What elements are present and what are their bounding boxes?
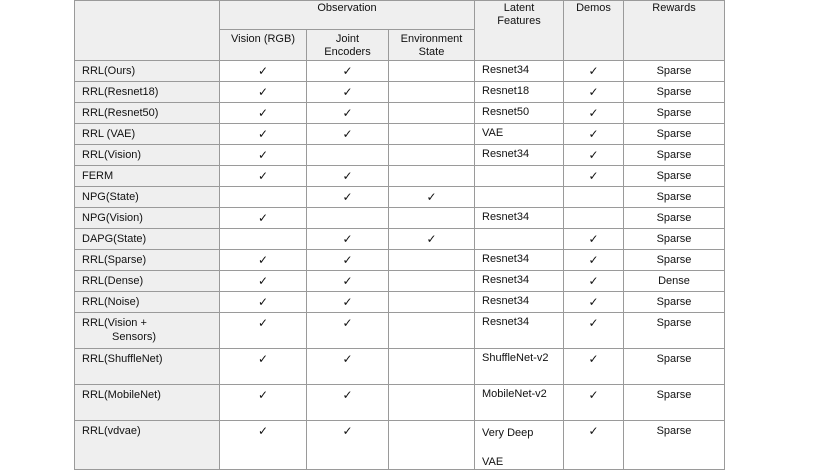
rewards-cell [624, 208, 725, 229]
check-mark-icon: ✓ [342, 85, 353, 99]
env-cell [389, 271, 475, 292]
latent-features-text: Resnet34 [482, 211, 530, 223]
env-cell [389, 187, 475, 208]
latent-features-text: ShuffleNet-v2 [482, 352, 549, 364]
check-mark-icon: ✓ [588, 64, 599, 78]
check-mark-icon: ✓ [342, 316, 353, 330]
header-env-line2: State [418, 46, 445, 58]
header-latent-line2: Features [497, 15, 541, 27]
demos-cell [564, 82, 624, 103]
latent-features-text: Resnet34 [482, 316, 530, 328]
table-body [75, 61, 725, 470]
table-row [75, 82, 725, 103]
method-name-cell [75, 271, 220, 292]
check-mark-icon: ✓ [257, 148, 269, 162]
method-name-line2: Sensors) [112, 331, 157, 343]
method-name-cell [75, 313, 220, 349]
rewards-text: Sparse [656, 170, 692, 182]
demos-cell [564, 421, 624, 470]
header-vision-rgb: Vision (RGB) [220, 30, 307, 61]
latent-line2: VAE [482, 456, 504, 468]
table-row [75, 166, 725, 187]
rewards-text: Sparse [656, 128, 692, 140]
rewards-text: Sparse [656, 296, 692, 308]
header-observation: Observation [220, 1, 475, 30]
joint-cell [307, 166, 389, 187]
method-name-cell [75, 385, 220, 421]
check-mark-icon: ✓ [342, 295, 353, 309]
check-mark-icon: ✓ [588, 232, 599, 246]
rewards-text: Sparse [656, 353, 692, 365]
joint-cell [307, 61, 389, 82]
latent-features-cell [475, 421, 564, 470]
method-name: RRL(ShuffleNet) [82, 353, 163, 365]
demos-cell [564, 103, 624, 124]
joint-cell [307, 82, 389, 103]
method-name: RRL(Vision) [82, 149, 142, 161]
header-joint-line2: Encoders [324, 46, 371, 58]
check-mark-icon: ✓ [342, 169, 353, 183]
latent-features-cell [475, 145, 564, 166]
latent-features-cell [475, 208, 564, 229]
joint-cell [307, 385, 389, 421]
latent-features-cell [475, 250, 564, 271]
method-name-cell [75, 124, 220, 145]
latent-features-text: Resnet34 [482, 274, 530, 286]
demos-cell [564, 250, 624, 271]
vision-cell [220, 145, 307, 166]
method-name: NPG(State) [82, 191, 139, 203]
check-mark-icon: ✓ [342, 64, 353, 78]
latent-line1: Very Deep [482, 427, 534, 439]
joint-cell [307, 292, 389, 313]
table-row [75, 271, 725, 292]
latent-features-text [482, 229, 563, 232]
env-cell [389, 349, 475, 385]
demos-cell [564, 271, 624, 292]
latent-features-text: Resnet18 [482, 85, 530, 97]
vision-cell [220, 187, 307, 208]
table-row [75, 349, 725, 385]
check-mark-icon: ✓ [257, 274, 269, 288]
rewards-cell [624, 271, 725, 292]
latent-features-text [482, 166, 563, 169]
rewards-text: Sparse [656, 107, 692, 119]
vision-cell [220, 292, 307, 313]
joint-cell [307, 103, 389, 124]
check-mark-icon: ✓ [257, 316, 269, 330]
latent-features-text: Resnet50 [482, 106, 530, 118]
table-row [75, 103, 725, 124]
joint-cell [307, 349, 389, 385]
header-joint-line1: Joint [335, 33, 360, 45]
vision-cell [220, 229, 307, 250]
latent-features-cell [475, 385, 564, 421]
env-cell [389, 313, 475, 349]
method-name: RRL(Ours) [82, 65, 136, 77]
demos-cell [564, 124, 624, 145]
rewards-cell [624, 250, 725, 271]
latent-features-cell [475, 166, 564, 187]
header-demos: Demos [564, 1, 624, 61]
check-mark-icon: ✓ [426, 190, 437, 204]
check-mark-icon: ✓ [257, 295, 269, 309]
latent-features-cell [475, 229, 564, 250]
check-mark-icon: ✓ [588, 316, 599, 330]
joint-cell [307, 313, 389, 349]
rewards-cell [624, 61, 725, 82]
method-name: RRL(Vision + [82, 317, 147, 329]
latent-features-text: VAE [482, 127, 504, 139]
latent-features-text: Resnet34 [482, 148, 530, 160]
header-rewards: Rewards [624, 1, 725, 61]
check-mark-icon: ✓ [588, 352, 599, 366]
check-mark-icon: ✓ [342, 190, 353, 204]
rewards-cell [624, 82, 725, 103]
env-cell [389, 61, 475, 82]
header-joint-encoders [307, 30, 389, 61]
table-row [75, 292, 725, 313]
latent-features-cell [475, 292, 564, 313]
env-cell [389, 82, 475, 103]
method-name-cell [75, 166, 220, 187]
rewards-text: Sparse [656, 212, 692, 224]
table-row [75, 385, 725, 421]
method-name: RRL(Sparse) [82, 254, 147, 266]
joint-cell [307, 421, 389, 470]
joint-cell [307, 250, 389, 271]
check-mark-icon: ✓ [342, 424, 353, 438]
demos-cell [564, 208, 624, 229]
header-env-line1: Environment [400, 33, 463, 45]
joint-cell [307, 229, 389, 250]
table-row [75, 145, 725, 166]
vision-cell [220, 166, 307, 187]
env-cell [389, 385, 475, 421]
demos-cell [564, 166, 624, 187]
method-name: NPG(Vision) [82, 212, 143, 224]
rewards-cell [624, 187, 725, 208]
comparison-table [74, 0, 725, 470]
check-mark-icon: ✓ [588, 127, 599, 141]
env-cell [389, 229, 475, 250]
rewards-cell [624, 349, 725, 385]
check-mark-icon: ✓ [257, 106, 269, 120]
demos-cell [564, 61, 624, 82]
rewards-cell [624, 124, 725, 145]
check-mark-icon: ✓ [342, 106, 353, 120]
method-name-cell [75, 145, 220, 166]
env-cell [389, 250, 475, 271]
header-latent-features [475, 1, 564, 61]
method-name: FERM [82, 170, 114, 182]
check-mark-icon: ✓ [588, 295, 599, 309]
check-mark-icon: ✓ [588, 424, 599, 438]
check-mark-icon: ✓ [588, 253, 599, 267]
method-name-cell [75, 349, 220, 385]
latent-features-text: Resnet34 [482, 64, 530, 76]
joint-cell [307, 187, 389, 208]
vision-cell [220, 250, 307, 271]
rewards-text: Sparse [656, 317, 692, 329]
vision-cell [220, 421, 307, 470]
table-row [75, 208, 725, 229]
demos-cell [564, 229, 624, 250]
method-name-cell [75, 421, 220, 470]
check-mark-icon: ✓ [257, 211, 269, 225]
latent-features-cell [475, 271, 564, 292]
rewards-cell [624, 421, 725, 470]
env-cell [389, 166, 475, 187]
vision-cell [220, 124, 307, 145]
latent-features-text [482, 421, 563, 469]
check-mark-icon: ✓ [588, 388, 599, 402]
joint-cell [307, 271, 389, 292]
latent-features-cell [475, 349, 564, 385]
header-method-blank [75, 1, 220, 61]
method-name: RRL(Dense) [82, 275, 144, 287]
table-row [75, 250, 725, 271]
check-mark-icon: ✓ [257, 85, 269, 99]
method-name: RRL(Noise) [82, 296, 140, 308]
joint-cell [307, 208, 389, 229]
method-name: RRL (VAE) [82, 128, 136, 140]
rewards-cell [624, 313, 725, 349]
demos-cell [564, 385, 624, 421]
env-cell [389, 103, 475, 124]
rewards-text: Sparse [656, 65, 692, 77]
method-name-cell [75, 250, 220, 271]
check-mark-icon: ✓ [342, 253, 353, 267]
check-mark-icon: ✓ [257, 127, 269, 141]
latent-features-cell [475, 187, 564, 208]
method-name-cell [75, 82, 220, 103]
check-mark-icon: ✓ [257, 352, 269, 366]
method-name-cell [75, 229, 220, 250]
rewards-text: Sparse [656, 86, 692, 98]
rewards-text: Sparse [656, 233, 692, 245]
check-mark-icon: ✓ [588, 85, 599, 99]
method-name-cell [75, 187, 220, 208]
demos-cell [564, 187, 624, 208]
env-cell [389, 124, 475, 145]
latent-features-cell [475, 124, 564, 145]
method-name: DAPG(State) [82, 233, 147, 245]
rewards-cell [624, 145, 725, 166]
demos-cell [564, 349, 624, 385]
env-cell [389, 421, 475, 470]
rewards-cell [624, 292, 725, 313]
rewards-text: Sparse [656, 254, 692, 266]
table-row [75, 124, 725, 145]
check-mark-icon: ✓ [588, 274, 599, 288]
latent-features-text: MobileNet-v2 [482, 388, 547, 400]
latent-features-cell [475, 82, 564, 103]
table-row [75, 421, 725, 470]
vision-cell [220, 208, 307, 229]
rewards-text: Sparse [656, 149, 692, 161]
rewards-cell [624, 229, 725, 250]
check-mark-icon: ✓ [342, 352, 353, 366]
check-mark-icon: ✓ [257, 424, 269, 438]
vision-cell [220, 349, 307, 385]
latent-features-cell [475, 103, 564, 124]
joint-cell [307, 124, 389, 145]
table-row [75, 313, 725, 349]
check-mark-icon: ✓ [342, 388, 353, 402]
vision-cell [220, 103, 307, 124]
method-name: RRL(MobileNet) [82, 389, 161, 401]
table-row [75, 229, 725, 250]
table-row [75, 61, 725, 82]
method-name: RRL(vdvae) [82, 425, 141, 437]
method-name-cell [75, 103, 220, 124]
latent-features-text: Resnet34 [482, 253, 530, 265]
rewards-text: Sparse [656, 425, 692, 437]
check-mark-icon: ✓ [588, 169, 599, 183]
vision-cell [220, 61, 307, 82]
check-mark-icon: ✓ [257, 253, 269, 267]
method-name: RRL(Resnet18) [82, 86, 159, 98]
joint-cell [307, 145, 389, 166]
env-cell [389, 208, 475, 229]
check-mark-icon: ✓ [342, 274, 353, 288]
header-latent-line1: Latent [503, 2, 535, 14]
check-mark-icon: ✓ [257, 169, 269, 183]
method-name-cell [75, 61, 220, 82]
check-mark-icon: ✓ [588, 106, 599, 120]
rewards-text: Dense [658, 275, 690, 287]
latent-features-text [482, 187, 563, 190]
rewards-text: Sparse [656, 191, 692, 203]
env-cell [389, 145, 475, 166]
demos-cell [564, 313, 624, 349]
demos-cell [564, 292, 624, 313]
latent-features-text: Resnet34 [482, 295, 530, 307]
latent-features-cell [475, 61, 564, 82]
vision-cell [220, 82, 307, 103]
check-mark-icon: ✓ [588, 148, 599, 162]
rewards-cell [624, 103, 725, 124]
demos-cell [564, 145, 624, 166]
check-mark-icon: ✓ [342, 127, 353, 141]
check-mark-icon: ✓ [257, 64, 269, 78]
rewards-cell [624, 385, 725, 421]
check-mark-icon: ✓ [426, 232, 437, 246]
check-mark-icon: ✓ [342, 232, 353, 246]
table-row [75, 187, 725, 208]
latent-features-cell [475, 313, 564, 349]
method-name-cell [75, 208, 220, 229]
method-name: RRL(Resnet50) [82, 107, 159, 119]
method-name-cell [75, 292, 220, 313]
vision-cell [220, 271, 307, 292]
check-mark-icon: ✓ [257, 388, 269, 402]
vision-cell [220, 313, 307, 349]
header-environment-state [389, 30, 475, 61]
vision-cell [220, 385, 307, 421]
rewards-cell [624, 166, 725, 187]
env-cell [389, 292, 475, 313]
rewards-text: Sparse [656, 389, 692, 401]
